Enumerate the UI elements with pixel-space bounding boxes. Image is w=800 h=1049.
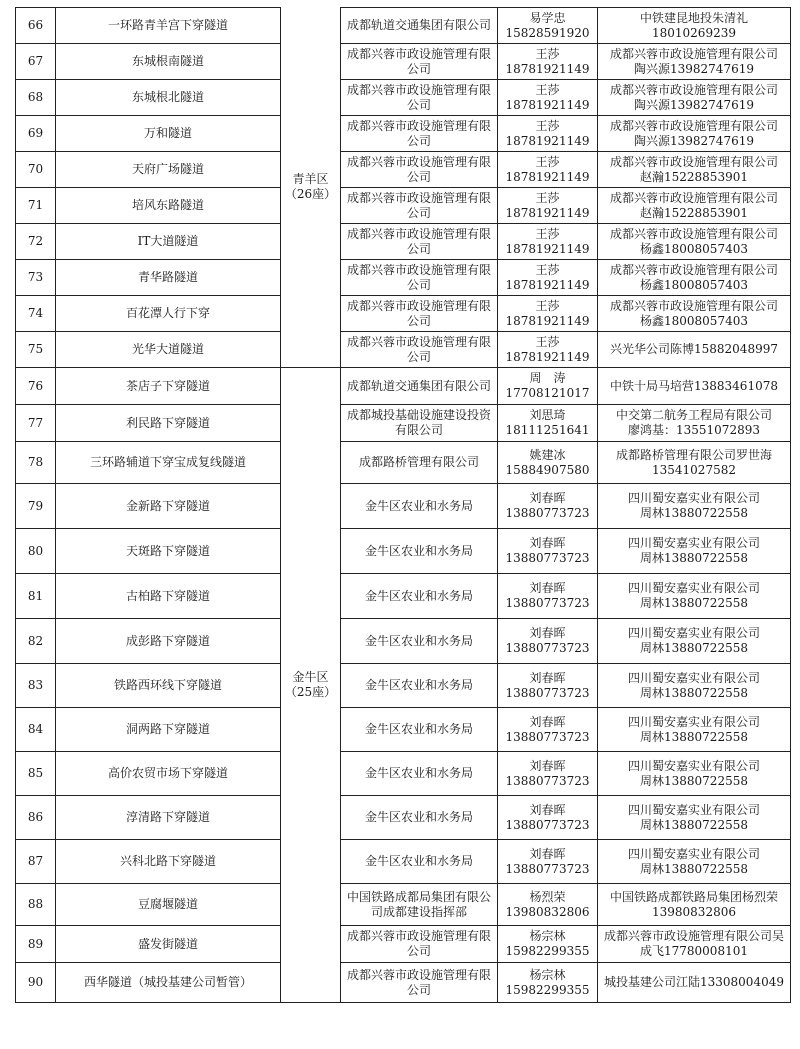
row-number: 73: [16, 260, 56, 296]
row-number: 69: [16, 116, 56, 152]
tunnel-name: 东城根北隧道: [56, 80, 281, 116]
contact-person: 王莎 18781921149: [498, 260, 598, 296]
owner-unit: 成都兴蓉市政设施管理有限公司: [341, 116, 498, 152]
table-row: [16, 664, 791, 708]
maintenance-unit: 成都兴蓉市政设施管理有限公司 陶兴源13982747619: [598, 116, 791, 152]
table-row: [16, 484, 791, 529]
maintenance-unit: 成都兴蓉市政设施管理有限公司吴成飞17780008101: [598, 926, 791, 963]
row-number: 81: [16, 574, 56, 619]
contact-person: 姚建冰 15884907580: [498, 442, 598, 484]
contact-person: 刘春晖 13880773723: [498, 619, 598, 664]
tunnel-name: 盛发街隧道: [56, 926, 281, 963]
row-number: 77: [16, 405, 56, 442]
tunnel-name: 天斑路下穿隧道: [56, 529, 281, 574]
owner-unit: 金牛区农业和水务局: [341, 664, 498, 708]
owner-unit: 成都轨道交通集团有限公司: [341, 368, 498, 405]
owner-unit: 金牛区农业和水务局: [341, 708, 498, 752]
owner-unit: 成都轨道交通集团有限公司: [341, 8, 498, 44]
contact-person: 刘春晖 13880773723: [498, 840, 598, 884]
maintenance-unit: 中国铁路成都铁路局集团杨烈荣 13980832806: [598, 884, 791, 926]
tunnel-table-body: [16, 8, 791, 1003]
owner-unit: 金牛区农业和水务局: [341, 529, 498, 574]
tunnel-name: 淳清路下穿隧道: [56, 796, 281, 840]
table-row: [16, 926, 791, 963]
table-row: [16, 442, 791, 484]
maintenance-unit: 成都兴蓉市政设施管理有限公司 陶兴源13982747619: [598, 80, 791, 116]
contact-person: 刘春晖 13880773723: [498, 664, 598, 708]
row-number: 90: [16, 963, 56, 1003]
contact-person: 刘春晖 13880773723: [498, 574, 598, 619]
tunnel-name: 西华隧道（城投基建公司暂管）: [56, 963, 281, 1003]
table-row: [16, 574, 791, 619]
contact-person: 王莎 18781921149: [498, 152, 598, 188]
tunnel-name: 利民路下穿隧道: [56, 405, 281, 442]
owner-unit: 中国铁路成都局集团有限公司成都建设指挥部: [341, 884, 498, 926]
row-number: 76: [16, 368, 56, 405]
row-number: 68: [16, 80, 56, 116]
owner-unit: 成都路桥管理有限公司: [341, 442, 498, 484]
contact-person: 杨宗林 15982299355: [498, 963, 598, 1003]
contact-person: 周 涛 17708121017: [498, 368, 598, 405]
maintenance-unit: 中铁建昆地投朱清礼18010269239: [598, 8, 791, 44]
row-number: 88: [16, 884, 56, 926]
table-row: [16, 188, 791, 224]
maintenance-unit: 四川蜀安嘉实业有限公司 周林13880722558: [598, 796, 791, 840]
row-number: 83: [16, 664, 56, 708]
row-number: 78: [16, 442, 56, 484]
owner-unit: 金牛区农业和水务局: [341, 752, 498, 796]
row-number: 71: [16, 188, 56, 224]
owner-unit: 成都城投基础设施建设投资有限公司: [341, 405, 498, 442]
maintenance-unit: 成都兴蓉市政设施管理有限公司 杨鑫18008057403: [598, 296, 791, 332]
maintenance-unit: 城投基建公司江陆13308004049: [598, 963, 791, 1003]
tunnel-name: 东城根南隧道: [56, 44, 281, 80]
row-number: 72: [16, 224, 56, 260]
owner-unit: 成都兴蓉市政设施管理有限公司: [341, 926, 498, 963]
table-row: [16, 152, 791, 188]
tunnel-name: 兴科北路下穿隧道: [56, 840, 281, 884]
owner-unit: 金牛区农业和水务局: [341, 619, 498, 664]
maintenance-unit: 中交第二航务工程局有限公司 廖鸿基：13551072893: [598, 405, 791, 442]
contact-person: 王莎 18781921149: [498, 80, 598, 116]
row-number: 66: [16, 8, 56, 44]
maintenance-unit: 四川蜀安嘉实业有限公司 周林13880722558: [598, 484, 791, 529]
tunnel-name: 古柏路下穿隧道: [56, 574, 281, 619]
table-row: [16, 405, 791, 442]
contact-person: 王莎 18781921149: [498, 116, 598, 152]
table-row: [16, 884, 791, 926]
contact-person: 刘春晖 13880773723: [498, 529, 598, 574]
table-row: [16, 44, 791, 80]
contact-person: 刘春晖 13880773723: [498, 708, 598, 752]
contact-person: 王莎 18781921149: [498, 224, 598, 260]
owner-unit: 成都兴蓉市政设施管理有限公司: [341, 332, 498, 368]
tunnel-name: 青华路隧道: [56, 260, 281, 296]
table-row: [16, 840, 791, 884]
table-row: [16, 796, 791, 840]
tunnel-name: 铁路西环线下穿隧道: [56, 664, 281, 708]
maintenance-unit: 成都路桥管理有限公司罗世海 13541027582: [598, 442, 791, 484]
tunnel-name: 百花潭人行下穿: [56, 296, 281, 332]
row-number: 89: [16, 926, 56, 963]
row-number: 74: [16, 296, 56, 332]
contact-person: 刘春晖 13880773723: [498, 796, 598, 840]
tunnel-name: 万和隧道: [56, 116, 281, 152]
table-row: [16, 708, 791, 752]
maintenance-unit: 成都兴蓉市政设施管理有限公司 赵瀚15228853901: [598, 152, 791, 188]
table-row: [16, 8, 791, 44]
table-row: [16, 368, 791, 405]
table-row: [16, 619, 791, 664]
maintenance-unit: 四川蜀安嘉实业有限公司 周林13880722558: [598, 574, 791, 619]
table-row: [16, 963, 791, 1003]
contact-person: 王莎 18781921149: [498, 332, 598, 368]
maintenance-unit: 成都兴蓉市政设施管理有限公司 杨鑫18008057403: [598, 260, 791, 296]
row-number: 80: [16, 529, 56, 574]
district-cell: 青羊区 （26座）: [281, 8, 341, 368]
contact-person: 王莎 18781921149: [498, 44, 598, 80]
tunnel-name: 三环路辅道下穿宝成复线隧道: [56, 442, 281, 484]
maintenance-unit: 中铁十局马培营13883461078: [598, 368, 791, 405]
owner-unit: 金牛区农业和水务局: [341, 484, 498, 529]
maintenance-unit: 成都兴蓉市政设施管理有限公司 赵瀚15228853901: [598, 188, 791, 224]
owner-unit: 金牛区农业和水务局: [341, 574, 498, 619]
contact-person: 易学忠 15828591920: [498, 8, 598, 44]
contact-person: 王莎 18781921149: [498, 188, 598, 224]
row-number: 84: [16, 708, 56, 752]
table-row: [16, 116, 791, 152]
owner-unit: 成都兴蓉市政设施管理有限公司: [341, 260, 498, 296]
row-number: 86: [16, 796, 56, 840]
table-row: [16, 80, 791, 116]
contact-person: 王莎 18781921149: [498, 296, 598, 332]
owner-unit: 成都兴蓉市政设施管理有限公司: [341, 44, 498, 80]
maintenance-unit: 四川蜀安嘉实业有限公司 周林13880722558: [598, 708, 791, 752]
tunnel-name: 茶店子下穿隧道: [56, 368, 281, 405]
owner-unit: 成都兴蓉市政设施管理有限公司: [341, 80, 498, 116]
table-row: [16, 752, 791, 796]
owner-unit: 金牛区农业和水务局: [341, 840, 498, 884]
row-number: 79: [16, 484, 56, 529]
maintenance-unit: 兴光华公司陈博15882048997: [598, 332, 791, 368]
row-number: 87: [16, 840, 56, 884]
tunnel-name: 天府广场隧道: [56, 152, 281, 188]
maintenance-unit: 四川蜀安嘉实业有限公司 周林13880722558: [598, 840, 791, 884]
tunnel-name: 金新路下穿隧道: [56, 484, 281, 529]
tunnel-name: 光华大道隧道: [56, 332, 281, 368]
table-row: [16, 529, 791, 574]
maintenance-unit: 成都兴蓉市政设施管理有限公司 陶兴源13982747619: [598, 44, 791, 80]
tunnel-table: [15, 7, 791, 1003]
maintenance-unit: 四川蜀安嘉实业有限公司 周林13880722558: [598, 619, 791, 664]
maintenance-unit: 四川蜀安嘉实业有限公司 周林13880722558: [598, 664, 791, 708]
owner-unit: 金牛区农业和水务局: [341, 796, 498, 840]
table-row: [16, 260, 791, 296]
owner-unit: 成都兴蓉市政设施管理有限公司: [341, 963, 498, 1003]
tunnel-name: IT大道隧道: [56, 224, 281, 260]
row-number: 67: [16, 44, 56, 80]
contact-person: 杨宗林 15982299355: [498, 926, 598, 963]
contact-person: 杨烈荣 13980832806: [498, 884, 598, 926]
row-number: 85: [16, 752, 56, 796]
owner-unit: 成都兴蓉市政设施管理有限公司: [341, 296, 498, 332]
maintenance-unit: 四川蜀安嘉实业有限公司 周林13880722558: [598, 529, 791, 574]
tunnel-name: 成彭路下穿隧道: [56, 619, 281, 664]
contact-person: 刘春晖 13880773723: [498, 752, 598, 796]
owner-unit: 成都兴蓉市政设施管理有限公司: [341, 224, 498, 260]
maintenance-unit: 成都兴蓉市政设施管理有限公司 杨鑫18008057403: [598, 224, 791, 260]
owner-unit: 成都兴蓉市政设施管理有限公司: [341, 188, 498, 224]
maintenance-unit: 四川蜀安嘉实业有限公司 周林13880722558: [598, 752, 791, 796]
contact-person: 刘春晖 13880773723: [498, 484, 598, 529]
tunnel-name: 培风东路隧道: [56, 188, 281, 224]
table-row: [16, 332, 791, 368]
row-number: 82: [16, 619, 56, 664]
district-cell: 金牛区 （25座）: [281, 368, 341, 1003]
tunnel-name: 一环路青羊宫下穿隧道: [56, 8, 281, 44]
contact-person: 刘思琦 18111251641: [498, 405, 598, 442]
row-number: 75: [16, 332, 56, 368]
owner-unit: 成都兴蓉市政设施管理有限公司: [341, 152, 498, 188]
tunnel-name: 高价农贸市场下穿隧道: [56, 752, 281, 796]
table-row: [16, 296, 791, 332]
tunnel-name: 洞两路下穿隧道: [56, 708, 281, 752]
tunnel-name: 豆腐堰隧道: [56, 884, 281, 926]
row-number: 70: [16, 152, 56, 188]
table-row: [16, 224, 791, 260]
